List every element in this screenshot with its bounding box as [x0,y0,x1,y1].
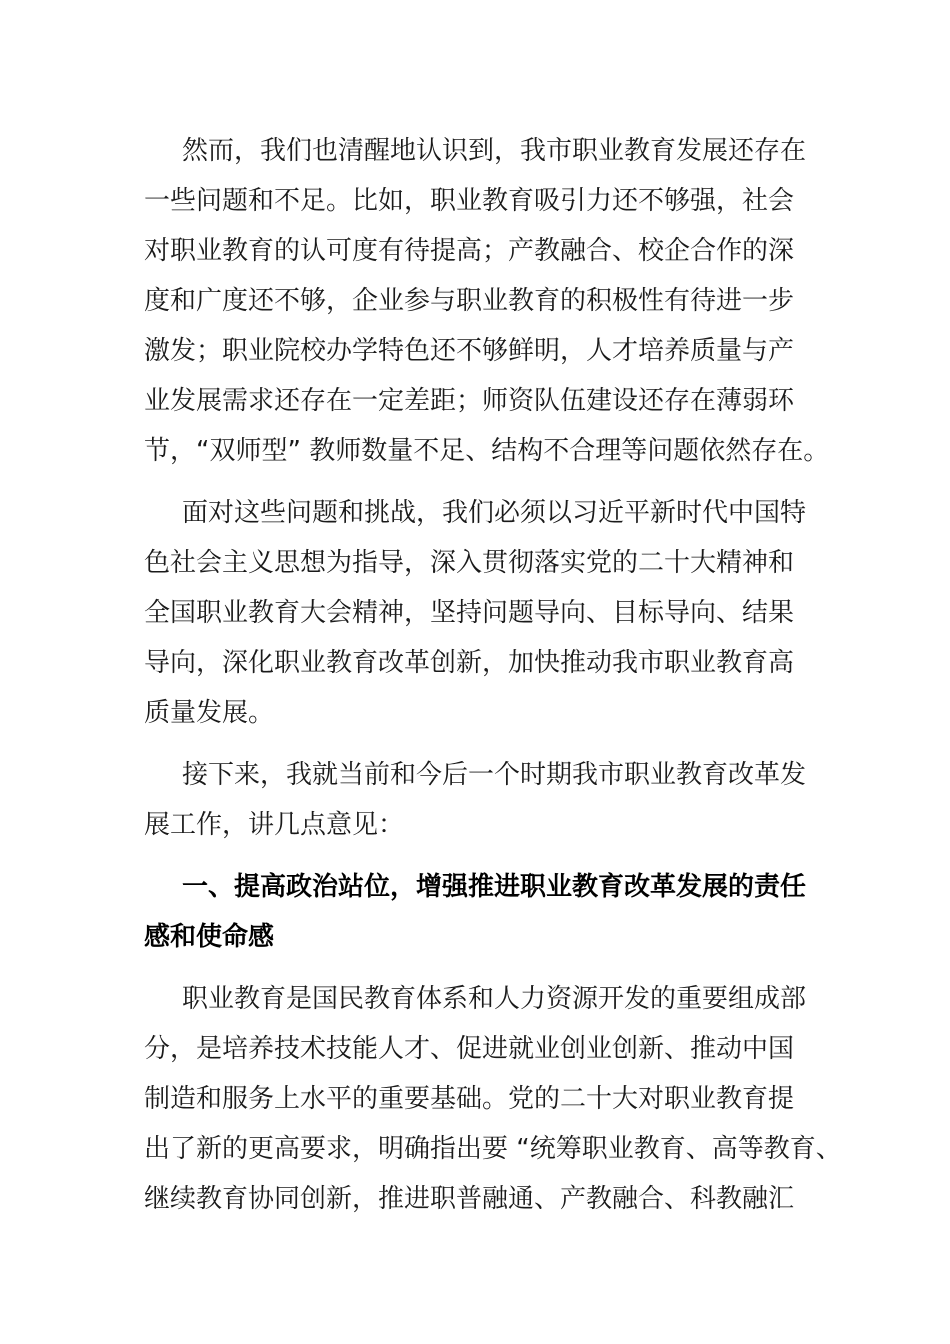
paragraph-line: 继续教育协同创新，推进职普融通、产教融合、科教融汇 [144,1184,795,1214]
paragraph-challenges [144,488,808,738]
paragraph-line: 全国职业教育大会精神，坚持问题导向、目标导向、结果 [144,598,795,628]
paragraph-gap [144,476,808,488]
paragraph-line: 业发展需求还存在一定差距；师资队伍建设还存在薄弱环 [144,386,795,416]
section-heading [144,862,808,962]
paragraph-line: 一些问题和不足。比如，职业教育吸引力还不够强，社会 [144,186,795,216]
paragraph-line: 节，“双师型” 教师数量不足、结构不合理等问题依然存在。 [144,436,830,466]
paragraph-line: 激发；职业院校办学特色还不够鲜明，人才培养质量与产 [144,336,795,366]
paragraph-transition [144,750,808,850]
paragraph-gap [144,738,808,750]
paragraph-line: 出了新的更高要求，明确指出要 “统筹职业教育、高等教育、 [144,1134,842,1164]
paragraph-line: 度和广度还不够，企业参与职业教育的积极性有待进一步 [144,286,795,316]
paragraph-line: 职业教育是国民教育体系和人力资源开发的重要组成部 [182,984,807,1014]
paragraph-line: 接下来，我就当前和今后一个时期我市职业教育改革发 [182,760,807,790]
paragraph-line: 然而，我们也清醒地认识到，我市职业教育发展还存在 [182,136,807,166]
paragraph-importance [144,974,842,1224]
paragraph-line: 面对这些问题和挑战，我们必须以习近平新时代中国特 [182,498,807,528]
paragraph-line: 质量发展。 [144,698,275,728]
paragraph-line: 分，是培养技术技能人才、促进就业创业创新、推动中国 [144,1034,795,1064]
heading-line: 感和使命感 [144,922,275,952]
heading-line: 一、提高政治站位，增强推进职业教育改革发展的责任 [182,872,807,902]
document-body [144,126,842,1224]
paragraph-problems [144,126,830,476]
paragraph-line: 色社会主义思想为指导，深入贯彻落实党的二十大精神和 [144,548,795,578]
paragraph-line: 制造和服务上水平的重要基础。党的二十大对职业教育提 [144,1084,795,1114]
paragraph-line: 导向，深化职业教育改革创新，加快推动我市职业教育高 [144,648,795,678]
paragraph-gap [144,850,808,862]
paragraph-line: 展工作，讲几点意见： [144,810,405,840]
paragraph-gap [144,962,808,974]
paragraph-line: 对职业教育的认可度有待提高；产教融合、校企合作的深 [144,236,795,266]
